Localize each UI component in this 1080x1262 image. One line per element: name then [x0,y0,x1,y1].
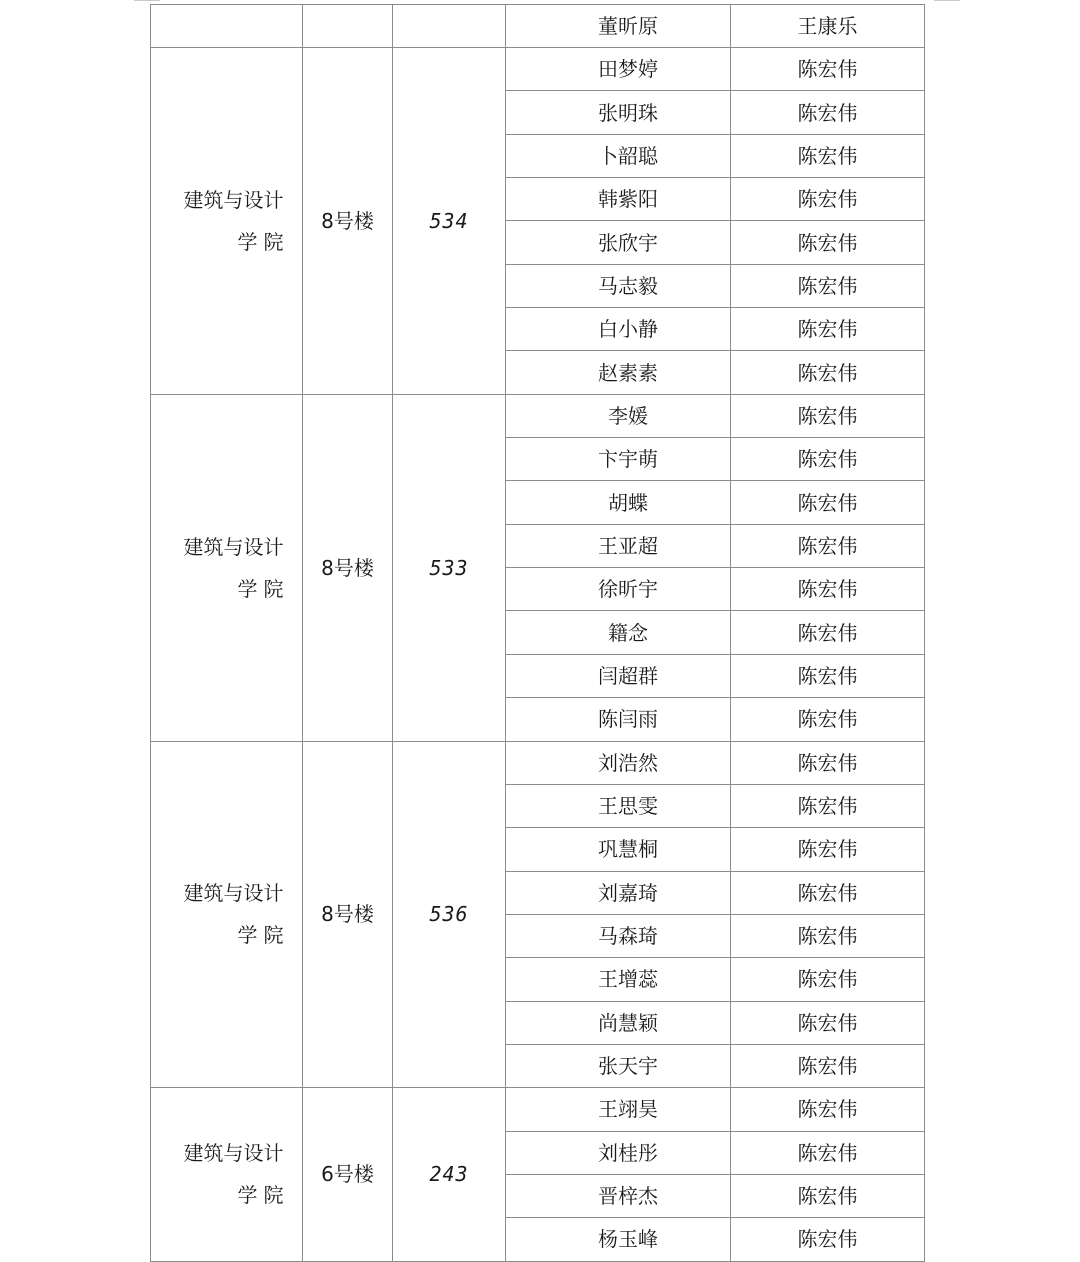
teacher-name-cell: 陈宏伟 [731,958,925,1001]
room-number-cell: 533 [393,394,506,741]
student-name: 卞宇萌 [598,447,658,472]
student-name: 张天宇 [598,1054,658,1079]
building-cell: 6号楼 [303,1088,393,1261]
student-name: 赵素素 [598,360,658,385]
table-row [151,5,925,48]
student-name-cell [506,914,731,957]
teacher-name-cell: 陈宏伟 [731,221,925,264]
teacher-name-cell: 陈宏伟 [731,178,925,221]
teacher-name-cell: 陈宏伟 [731,438,925,481]
student-name-cell [506,1131,731,1174]
student-name-cell [506,351,731,394]
college-cell [151,1088,303,1261]
teacher-name-cell: 陈宏伟 [731,264,925,307]
college-name-line1: 建筑与设计 [183,534,284,559]
student-name-cell [506,654,731,697]
college-cell [151,5,303,48]
student-name: 董昕原 [598,14,658,38]
student-name-cell [506,784,731,827]
teacher-name-cell: 陈宏伟 [731,524,925,567]
college-name-line2: 学院 [237,1183,290,1208]
college-name [170,526,290,610]
teacher-name-cell: 陈宏伟 [731,1044,925,1087]
student-name: 田梦婷 [598,57,658,82]
student-name-cell [506,611,731,654]
college-name-line1: 建筑与设计 [183,881,284,906]
table-row [151,1088,925,1131]
dormitory-roster-table [150,4,925,1262]
teacher-name-cell: 陈宏伟 [731,1001,925,1044]
student-name-cell [506,394,731,437]
roster-body [151,5,925,1262]
student-name: 马森琦 [598,924,658,949]
student-name-cell [506,91,731,134]
student-name: 晋梓杰 [598,1184,658,1209]
student-name-cell [506,264,731,307]
student-name: 杨玉峰 [598,1227,658,1252]
student-name-cell [506,741,731,784]
student-name: 闫超群 [598,663,658,688]
building-cell: 8号楼 [303,394,393,741]
student-name: 刘桂彤 [598,1140,658,1165]
college-name-line1: 建筑与设计 [183,187,284,212]
student-name: 尚慧颖 [598,1010,658,1035]
teacher-name-cell: 陈宏伟 [731,914,925,957]
teacher-name-cell: 陈宏伟 [731,308,925,351]
room-number-cell: 536 [393,741,506,1088]
student-name-cell [506,134,731,177]
student-name-cell [506,1174,731,1217]
student-name-cell [506,524,731,567]
college-name [170,872,290,956]
teacher-name-cell: 陈宏伟 [731,654,925,697]
table-row [151,394,925,437]
student-name-cell [506,308,731,351]
teacher-name-cell: 陈宏伟 [731,1218,925,1261]
teacher-name-cell: 陈宏伟 [731,351,925,394]
student-name-cell [506,481,731,524]
college-name [170,179,290,263]
student-name: 陈闫雨 [598,707,658,732]
building-cell: 8号楼 [303,48,393,395]
student-name-cell [506,1088,731,1131]
student-name: 籍念 [608,620,648,645]
student-name: 李媛 [608,403,648,428]
student-name: 王思雯 [598,794,658,819]
student-name: 卜韶聪 [598,143,658,168]
college-cell [151,48,303,395]
student-name: 刘嘉琦 [598,880,658,905]
student-name-cell [506,871,731,914]
student-name: 王翊昊 [598,1097,658,1122]
room-number-cell: 243 [393,1088,506,1261]
student-name-cell [506,5,731,48]
teacher-name-cell: 陈宏伟 [731,91,925,134]
student-name: 王亚超 [598,533,658,558]
student-name: 张明珠 [598,100,658,125]
college-cell [151,741,303,1088]
student-name-cell [506,178,731,221]
student-name: 刘浩然 [598,750,658,775]
student-name: 韩紫阳 [598,187,658,212]
teacher-name-cell: 陈宏伟 [731,828,925,871]
student-name: 白小静 [598,317,658,342]
student-name: 王增蕊 [598,967,658,992]
student-name: 马志毅 [598,273,658,298]
college-name [170,1132,290,1216]
teacher-name-cell: 陈宏伟 [731,611,925,654]
college-name-line2: 学院 [237,576,290,601]
building-cell [303,5,393,48]
student-name-cell [506,1044,731,1087]
student-name-cell [506,438,731,481]
teacher-name-cell: 陈宏伟 [731,481,925,524]
teacher-name-cell: 王康乐 [731,5,925,48]
teacher-name-cell: 陈宏伟 [731,698,925,741]
building-cell: 8号楼 [303,741,393,1088]
teacher-name-cell: 陈宏伟 [731,394,925,437]
student-name: 徐昕宇 [598,577,658,602]
teacher-name-cell: 陈宏伟 [731,1131,925,1174]
room-number-cell: 534 [393,48,506,395]
teacher-name-cell: 陈宏伟 [731,1174,925,1217]
student-name-cell [506,828,731,871]
teacher-name-cell: 陈宏伟 [731,134,925,177]
college-cell [151,394,303,741]
student-name-cell [506,48,731,91]
teacher-name-cell: 陈宏伟 [731,1088,925,1131]
teacher-name-cell: 陈宏伟 [731,568,925,611]
table-row [151,741,925,784]
room-cell [393,5,506,48]
teacher-name-cell: 陈宏伟 [731,871,925,914]
college-name-line1: 建筑与设计 [183,1141,284,1166]
teacher-name-cell: 陈宏伟 [731,784,925,827]
student-name-cell [506,1218,731,1261]
teacher-name-cell: 陈宏伟 [731,741,925,784]
student-name: 张欣宇 [598,230,658,255]
college-name-line2: 学院 [237,229,290,254]
page-corner-mark [134,0,160,1]
student-name-cell [506,221,731,264]
student-name-cell [506,1001,731,1044]
student-name: 胡蝶 [608,490,648,515]
student-name-cell [506,698,731,741]
student-name-cell [506,568,731,611]
student-name-cell [506,958,731,1001]
table-row [151,48,925,91]
page-corner-mark [934,0,960,1]
teacher-name-cell: 陈宏伟 [731,48,925,91]
college-name-line2: 学院 [237,923,290,948]
student-name: 巩慧桐 [598,837,658,862]
